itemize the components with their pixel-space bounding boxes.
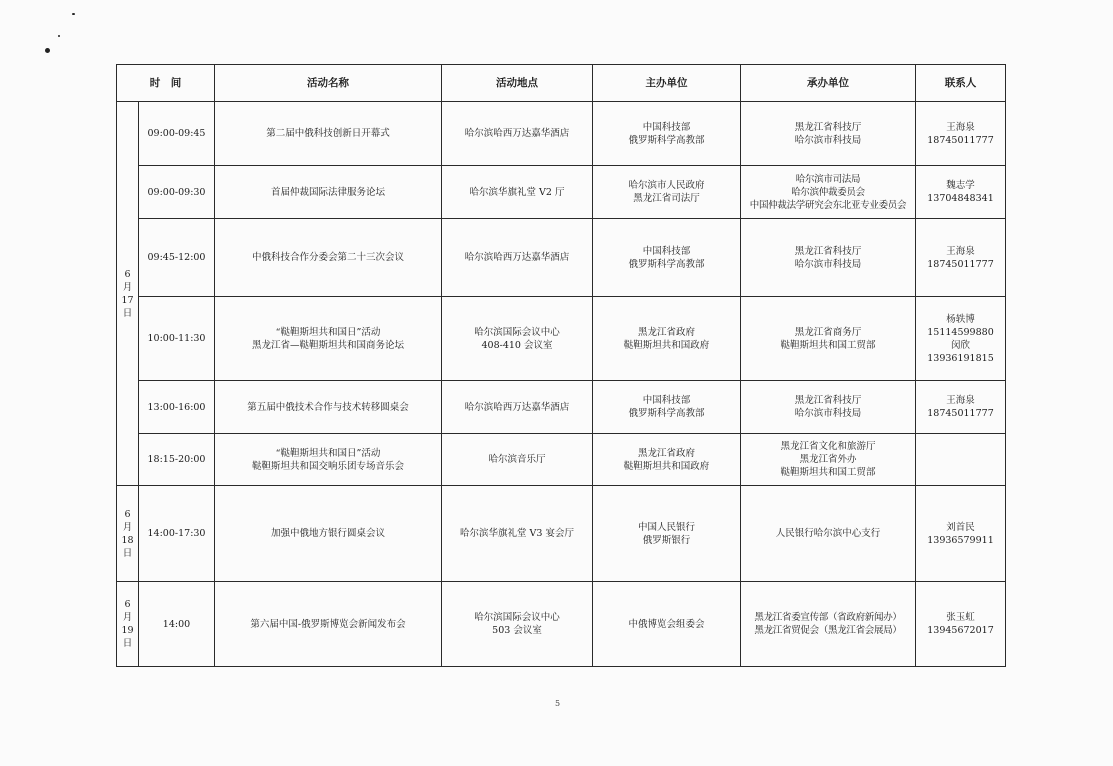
date-char: 6 [124, 268, 131, 280]
date-char: 日 [122, 547, 133, 559]
host-cell [593, 297, 741, 381]
cell-line: 黑龙江省科技厅 [794, 245, 862, 257]
cell-line: 刘首民 [946, 521, 975, 533]
header-contact: 联系人 [916, 65, 1006, 102]
contact-cell [916, 434, 1006, 486]
organizer-cell [741, 297, 916, 381]
cell-line: 俄罗斯科学高教部 [628, 408, 705, 419]
cell-line: 王海泉 [946, 245, 975, 257]
time-cell: 09:00-09:30 [139, 166, 215, 219]
cell-line: 黑龙江省委宣传部（省政府新闻办） [754, 612, 902, 623]
cell-line: 杨轶博 [946, 313, 975, 325]
contact-cell [916, 102, 1006, 166]
activity-name-cell [215, 381, 442, 434]
date-cell [117, 486, 139, 582]
cell-line: 张玉虹 [946, 612, 975, 623]
organizer-cell [741, 434, 916, 486]
cell-line: 哈尔滨华旗礼堂 V2 厅 [469, 186, 565, 198]
cell-line: 加强中俄地方银行圆桌会议 [270, 528, 385, 539]
cell-line: 俄罗斯科学高教部 [628, 258, 705, 270]
cell-line: 中国科技部 [642, 395, 691, 406]
cell-line: 哈尔滨市司法局 [795, 173, 861, 185]
page-number: 5 [555, 699, 561, 708]
cell-line: 第二届中俄科技创新日开幕式 [266, 128, 390, 139]
date-char: 日 [122, 307, 133, 319]
table-row [117, 166, 1006, 219]
cell-line: 哈尔滨市科技局 [794, 258, 862, 270]
location-cell [442, 297, 593, 381]
table-row [117, 486, 1006, 582]
cell-line: 俄罗斯银行 [642, 534, 691, 546]
cell-line: 黑龙江省文化和旅游厅 [780, 441, 876, 452]
scan-speck [58, 35, 60, 37]
table-row [117, 297, 1006, 381]
cell-line: 哈尔滨市科技局 [794, 408, 862, 419]
organizer-cell [741, 102, 916, 166]
cell-line: 王海泉 [946, 121, 975, 133]
cell-line: 鞑靼斯坦共和国政府 [623, 339, 710, 351]
location-cell [442, 166, 593, 219]
activity-name-cell [215, 434, 442, 486]
activity-name-cell [215, 297, 442, 381]
date-cell [117, 582, 139, 667]
cell-line: 408-410 会议室 [481, 339, 553, 351]
activity-name-cell [215, 102, 442, 166]
cell-line: 黑龙江省科技厅 [794, 395, 862, 406]
contact-cell [916, 486, 1006, 582]
cell-line: 黑龙江省贸促会（黑龙江省会展局） [754, 625, 902, 636]
location-cell [442, 102, 593, 166]
date-char: 月 [122, 521, 133, 533]
activity-name-cell [215, 166, 442, 219]
location-cell [442, 486, 593, 582]
date-char: 日 [122, 638, 133, 649]
cell-line: “鞑靼斯坦共和国日”活动 [275, 447, 381, 459]
organizer-cell [741, 486, 916, 582]
contact-cell [916, 166, 1006, 219]
location-cell [442, 582, 593, 667]
host-cell [593, 166, 741, 219]
cell-line: 哈尔滨国际会议中心 [474, 612, 560, 623]
cell-line: 503 会议室 [492, 625, 542, 636]
cell-line: 王海泉 [946, 395, 975, 406]
cell-line: 首届仲裁国际法律服务论坛 [270, 186, 385, 198]
cell-line: 哈尔滨仲裁委员会 [791, 186, 865, 198]
contact-cell [916, 582, 1006, 667]
cell-line: 黑龙江省司法厅 [633, 193, 700, 204]
date-char: 19 [121, 625, 134, 636]
cell-line: 哈尔滨市科技局 [794, 134, 862, 146]
cell-line: 中国人民银行 [637, 521, 695, 533]
date-cell [117, 102, 139, 486]
cell-line: “鞑靼斯坦共和国日”活动 [275, 326, 381, 338]
table-row [117, 102, 1006, 166]
activity-name-cell [215, 219, 442, 297]
time-cell: 09:45-12:00 [139, 219, 215, 297]
cell-line: 中国仲裁法学研究会东北亚专业委员会 [749, 199, 907, 211]
cell-line: 闵欣 [950, 339, 970, 351]
cell-line: 鞑靼斯坦共和国工贸部 [780, 467, 876, 478]
cell-line: 鞑靼斯坦共和国工贸部 [780, 339, 876, 351]
cell-line: 哈尔滨市人民政府 [628, 180, 705, 191]
table-row [117, 381, 1006, 434]
organizer-cell [741, 381, 916, 434]
date-char: 月 [122, 612, 133, 623]
cell-line: 哈尔滨哈西万达嘉华酒店 [464, 128, 570, 139]
cell-line: 哈尔滨国际会议中心 [474, 326, 560, 338]
scan-speck [72, 13, 75, 15]
cell-line: 13936579911 [927, 534, 994, 546]
time-cell: 13:00-16:00 [139, 381, 215, 434]
cell-line: 中俄科技合作分委会第二十三次会议 [251, 252, 404, 263]
header-row [117, 65, 1006, 102]
location-cell [442, 381, 593, 434]
host-cell [593, 381, 741, 434]
host-cell [593, 486, 741, 582]
table-row [117, 219, 1006, 297]
location-cell [442, 219, 593, 297]
cell-line: 鞑靼斯坦共和国政府 [623, 460, 710, 472]
header-organizer: 承办单位 [741, 65, 916, 102]
time-cell: 14:00-17:30 [139, 486, 215, 582]
header-host: 主办单位 [593, 65, 741, 102]
cell-line: 魏志学 [946, 180, 975, 191]
organizer-cell [741, 166, 916, 219]
header-time: 时 间 [117, 65, 215, 102]
cell-line: 13945672017 [927, 625, 994, 636]
cell-line: 黑龙江省政府 [637, 326, 695, 338]
scan-speck [45, 48, 50, 53]
header-location: 活动地点 [442, 65, 593, 102]
date-char: 17 [121, 294, 134, 306]
host-cell [593, 434, 741, 486]
time-cell: 09:00-09:45 [139, 102, 215, 166]
cell-line: 人民银行哈尔滨中心支行 [775, 528, 881, 539]
activity-schedule-table [116, 64, 1006, 667]
cell-line: 15114599880 [927, 326, 994, 338]
contact-cell [916, 381, 1006, 434]
cell-line: 黑龙江省科技厅 [794, 121, 862, 133]
cell-line: 黑龙江省政府 [637, 447, 695, 459]
host-cell [593, 219, 741, 297]
table-row [117, 434, 1006, 486]
organizer-cell [741, 219, 916, 297]
host-cell [593, 582, 741, 667]
contact-cell [916, 219, 1006, 297]
date-char: 6 [124, 599, 131, 610]
time-cell: 14:00 [139, 582, 215, 667]
cell-line: 哈尔滨哈西万达嘉华酒店 [464, 401, 570, 413]
cell-line: 哈尔滨华旗礼堂 V3 宴会厅 [460, 528, 574, 539]
cell-line: 18745011777 [927, 134, 994, 146]
cell-line: 黑龙江省外办 [799, 454, 857, 465]
cell-line: 13936191815 [927, 352, 994, 364]
cell-line: 18745011777 [927, 258, 994, 270]
host-cell [593, 102, 741, 166]
time-cell: 18:15-20:00 [139, 434, 215, 486]
cell-line: 黑龙江省—鞑靼斯坦共和国商务论坛 [251, 339, 404, 351]
contact-cell [916, 297, 1006, 381]
organizer-cell [741, 582, 916, 667]
header-activity-name: 活动名称 [215, 65, 442, 102]
cell-line: 鞑靼斯坦共和国交响乐团专场音乐会 [251, 460, 404, 472]
cell-line: 18745011777 [927, 408, 994, 419]
cell-line: 俄罗斯科学高教部 [628, 134, 705, 146]
cell-line: 中国科技部 [642, 245, 691, 257]
cell-line: 哈尔滨音乐厅 [488, 454, 546, 465]
activity-name-cell [215, 582, 442, 667]
cell-line: 第六届中国-俄罗斯博览会新闻发布会 [250, 618, 406, 630]
cell-line: 哈尔滨哈西万达嘉华酒店 [464, 252, 570, 263]
date-char: 月 [122, 281, 133, 293]
cell-line: 中俄博览会组委会 [628, 618, 705, 630]
date-char: 18 [121, 534, 134, 546]
cell-line: 中国科技部 [642, 121, 691, 133]
time-cell: 10:00-11:30 [139, 297, 215, 381]
table-row [117, 582, 1006, 667]
activity-name-cell [215, 486, 442, 582]
cell-line: 第五届中俄技术合作与技术转移圆桌会 [247, 401, 409, 413]
cell-line: 黑龙江省商务厅 [794, 326, 862, 338]
location-cell [442, 434, 593, 486]
date-char: 6 [124, 508, 131, 520]
cell-line: 13704848341 [927, 193, 994, 204]
